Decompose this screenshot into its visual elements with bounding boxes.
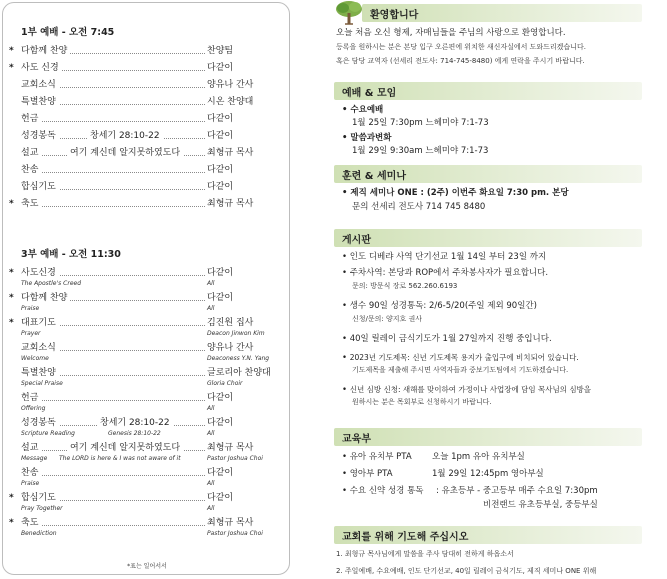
row-label: 축도 [21,518,41,528]
row-leader-en: All [207,405,215,412]
welcome-header [362,4,642,22]
row-leader-en: Gloria Choir [207,380,243,387]
row-label: 합심기도 [21,182,59,192]
row-leader: 최형규 목사 [207,518,256,528]
welcome-line: 등록을 원하시는 분은 본당 입구 오른편에 위치한 새신자실에서 도와드리겠습니다. [336,43,586,51]
s3-row-hymn [9,467,277,479]
row-leader: 다같이 [207,393,236,403]
board-item-note: 기도제목을 제출해 주시면 사역자들과 중보기도팀에서 기도하겠습니다. [352,366,569,374]
standing-footnote: *표는 일어서서 [127,563,167,570]
row-leader: 다같이 [207,165,236,175]
row-label-en: The Apostle's Creed [21,280,82,287]
education-title: 교육부 [342,434,371,445]
row-label: 교회소식 [21,343,59,353]
row-label: 헌금 [21,114,41,124]
row-leader-en: All [207,430,215,437]
row-leader: 다같이 [207,114,236,124]
training-header [334,165,642,183]
row-leader: 찬양팀 [207,46,236,56]
welcome-line: 오늘 처음 오신 형제, 자매님들을 주님의 사랑으로 환영합니다. [336,28,566,38]
order-of-service-card [2,2,290,575]
row-leader-en: Pastor Joshua Choi [207,455,263,462]
s1-row-praise: * 다함께 찬양 찬양팀 [9,45,277,57]
row-passage: 창세기 28:10-22 [87,130,163,142]
s3-row-sermon [9,442,277,454]
leader-dots [21,400,205,401]
s3-row-benediction: * 축도 최형규 목사 [9,517,277,529]
training-title: 훈련 & 세미나 [342,171,406,182]
s1-row-prayer [9,181,277,193]
worship-item-title: • 수요예배 [342,105,384,115]
row-label: 성경봉독 [21,418,59,428]
row-leader: 최형규 목사 [207,148,256,158]
row-label: 사도 신경 [21,63,62,73]
row-label: 성경봉독 [21,131,59,141]
row-leader: 양유나 간사 [207,80,256,90]
welcome-title: 환영합니다 [370,10,419,21]
education-item-detail: 비전랜드 유초등부실, 중등부실 [483,500,598,510]
worship-item-detail: 1월 29일 9:30am 느헤미야 7:1-73 [352,146,489,156]
row-leader-en: All [207,505,215,512]
row-leader: 다같이 [207,268,236,278]
row-label-en: Special Praise [21,380,63,387]
row-label-en: Praise [21,480,40,487]
announcements-column [332,0,667,579]
row-label-en: Benediction [21,530,57,537]
row-passage-en: Genesis 28:10-22 [108,430,161,437]
row-label-en: Message [21,455,48,462]
row-label: 축도 [21,199,41,209]
worship-header [334,82,642,100]
row-sermon-title: 여기 계신데 알지못하였도다 [67,442,183,454]
row-leader-en: All [207,280,215,287]
education-item: • 유아 유치부 PTA [342,452,412,462]
row-label: 합심기도 [21,493,59,503]
row-label: 다함께 찬양 [21,46,70,56]
row-label: 대표기도 [21,318,59,328]
row-passage: 창세기 28:10-22 [97,417,173,429]
education-item: • 수요 신약 성경 통독 [342,486,424,496]
worship-item-title: • 말씀과변화 [342,133,392,143]
s3-row-special [9,367,277,379]
education-item-detail: : 유초등부 - 중고등부 매주 수요일 7:30pm [436,486,598,496]
leader-dots [21,525,205,526]
row-leader-en: Deaconess Y.N. Yang [207,355,270,362]
board-item: • 인도 디베랴 사역 단기선교 1월 14일 부터 23일 까지 [342,252,547,262]
row-leader-en: Pastor Joshua Choi [207,530,263,537]
worship-item-detail: 1월 25일 7:30pm 느헤미야 7:1-73 [352,118,489,128]
board-item-note: 원하시는 분은 목회부로 신청하시기 바랍니다. [352,398,492,406]
s3-row-prayer-lead: * 대표기도 김진원 집사 [9,317,277,329]
row-leader: 양유나 간사 [207,343,256,353]
s1-row-sermon [9,147,277,159]
row-leader-en: All [207,480,215,487]
s3-row-news [9,342,277,354]
s1-row-benediction: * 축도 최형규 목사 [9,198,277,210]
leader-dots [21,172,205,173]
tree-icon [334,0,364,26]
row-leader: 다같이 [207,182,236,192]
training-line: • 제직 세미나 ONE : (2주) 이번주 화요일 7:30 pm. 본당 [342,188,569,198]
row-label: 특별찬양 [21,97,59,107]
s3-row-prayer: * 합심기도 다같이 [9,492,277,504]
prayer-line: 1. 최형규 목사님에게 말씀을 주사 담대히 전하게 하옵소서 [336,550,514,558]
board-item: • 신년 심방 신청: 새해를 맞이하여 가정이나 사업장에 담임 목사님의 심방을 [342,385,592,395]
row-label: 사도신경 [21,268,59,278]
row-leader: 시온 찬양대 [207,97,256,107]
row-sermon-title: 여기 계신데 알지못하였도다 [67,147,183,159]
row-leader: 다같이 [207,63,236,73]
board-item: • 40일 릴레이 금식기도가 1월 27일까지 진행 중입니다. [342,334,552,344]
row-leader-en: Deacon Jinwon Kim [207,330,265,337]
prayer-title: 교회를 위해 기도해 주십시오 [342,532,469,543]
row-label: 특별찬양 [21,368,59,378]
education-header [334,428,642,446]
row-label: 교회소식 [21,80,59,90]
row-leader: 다같이 [207,131,236,141]
s1-row-offering [9,113,277,125]
row-leader: 글로리아 찬양대 [207,368,274,378]
s3-row-creed: * 사도신경 다같이 [9,267,277,279]
row-leader-en: All [207,305,215,312]
row-label-en: Prayer [21,330,41,337]
row-sermon-title-en: The LORD is here & I was not aware of it [59,455,181,462]
worship-title: 예배 & 모임 [342,88,397,99]
row-leader: 다같이 [207,418,236,428]
board-item: • 생수 90일 성경통독: 2/6-5/20(주일 제외 90일간) [342,301,537,311]
row-leader: 다같이 [207,493,236,503]
education-item-detail: 1월 29일 12:45pm 영아부실 [432,469,544,479]
board-header [334,229,642,247]
s3-row-praise: * 다함께 찬양 다같이 [9,292,277,304]
board-item-note: 문의: 방문식 장로 562.260.6193 [352,282,458,290]
row-label: 헌금 [21,393,41,403]
row-leader: 다같이 [207,293,236,303]
service1-title: 1부 예배 - 오전 7:45 [21,27,115,38]
prayer-header [334,526,642,544]
s1-row-hymn [9,164,277,176]
row-leader: 다같이 [207,468,236,478]
row-leader: 김진원 집사 [207,318,256,328]
leader-dots [21,206,205,207]
s3-row-scripture [9,417,277,429]
row-label-en: Praise [21,305,40,312]
row-leader: 최형규 목사 [207,199,256,209]
s1-row-creed: * 사도 신경 다같이 [9,62,277,74]
s1-row-news [9,79,277,91]
row-label-en: Offering [21,405,46,412]
board-item: • 2023년 기도제목: 신년 기도제목 용지가 출입구에 비치되어 있습니다. [342,353,579,363]
s3-row-offering [9,392,277,404]
prayer-line: 2. 주일예배, 수요예배, 인도 단기선교, 40일 릴레이 금식기도, 제직 세미나 ONE 위해 [336,567,597,575]
service3-title: 3부 예배 - 오전 11:30 [21,249,121,260]
row-label: 찬송 [21,165,41,175]
s1-row-scripture [9,130,277,142]
row-label: 설교 [21,443,41,453]
board-title: 게시판 [342,235,371,246]
training-contact: 문의 선세리 전도사 714 745 8480 [352,202,486,212]
board-item-note: 신청/문의: 양지호 권사 [352,315,423,323]
row-label: 다함께 찬양 [21,293,70,303]
row-leader: 최형규 목사 [207,443,256,453]
education-item-detail: 오늘 1pm 유아 유치부실 [432,452,525,462]
leader-dots [21,121,205,122]
education-item: • 영아부 PTA [342,469,393,479]
row-label-en: Scripture Reading [21,430,75,437]
s1-row-special [9,96,277,108]
row-label: 설교 [21,148,41,158]
welcome-line: 혹은 담당 교역자 (선세리 전도사: 714-745-8480) 에게 연락을 주시기 바랍니다. [336,57,585,65]
row-label-en: Welcome [21,355,49,362]
board-item: • 주차사역: 본당과 ROP에서 주차봉사자가 필요합니다. [342,268,549,278]
row-label-en: Pray Together [21,505,63,512]
row-label: 찬송 [21,468,41,478]
leader-dots [21,475,205,476]
